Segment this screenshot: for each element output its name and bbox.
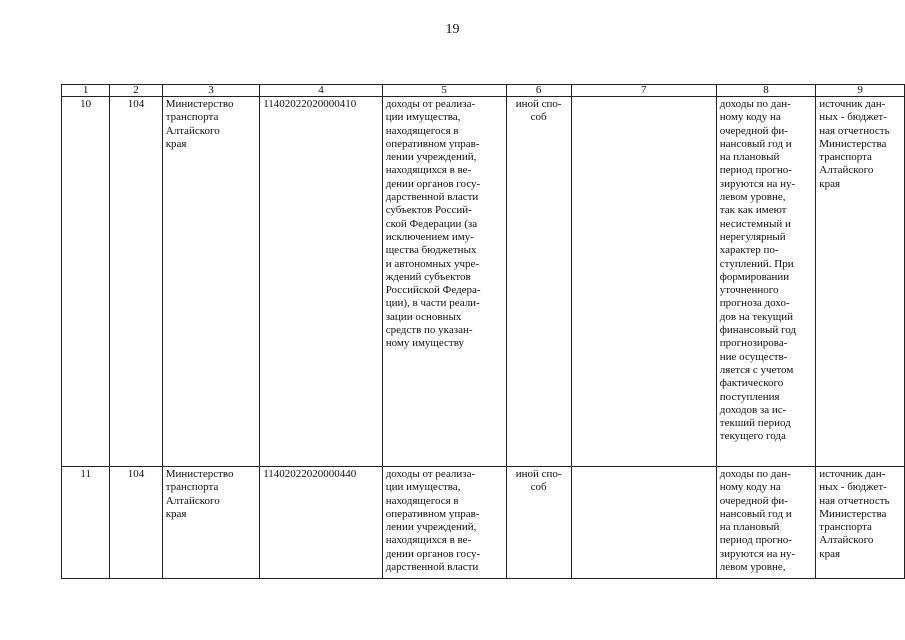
header-row: [62, 85, 905, 97]
administrator-name-text: Министерство транспорта Алтайского края: [165, 468, 234, 520]
row-number-cell: 11: [62, 467, 110, 579]
table-row: [62, 97, 905, 467]
header-cell-8: 8: [716, 85, 815, 97]
header-cell-5: 5: [382, 85, 506, 97]
method-cell: [506, 97, 571, 467]
forecast-text: доходы по дан- ному коду на очередной фи- нансовый год и на плановый период прогно- зируются на ну- левом уровне,: [719, 468, 796, 574]
header-cell-4: 4: [260, 85, 383, 97]
kbk-code-cell: 11402022020000410: [260, 97, 383, 467]
forecast-text: доходы по дан- ному коду на очередной фи- нансовый год и на плановый период прогно- зируются на ну- левом уровне, так как имеют несистемный и нерегулярный характер по- ступлений. При формировании уточненного прогноза дохо- дов на текущий финансовый год прогнозирова- ние осуществ- ляется с учетом фактического поступления доходов за ис- текший период текущего года: [719, 98, 797, 443]
source-text: источник дан- ных - бюджет- ная отчетность Министерства транспорта Алтайского края: [819, 468, 890, 560]
column-7-cell: [571, 467, 716, 579]
description-cell: [382, 467, 506, 579]
admin-code-cell: 104: [110, 467, 162, 579]
header-cell-7: 7: [571, 85, 716, 97]
header-cell-2: 2: [110, 85, 162, 97]
source-cell: [816, 467, 905, 579]
administrator-name-cell: [162, 467, 260, 579]
header-cell-6: 6: [506, 85, 571, 97]
forecast-cell: [716, 97, 815, 467]
method-text: иной спо- соб: [515, 98, 562, 124]
forecast-cell: [716, 467, 815, 579]
method-text: иной спо- соб: [515, 468, 562, 494]
kbk-code-cell: 11402022020000440: [260, 467, 383, 579]
header-cell-9: 9: [816, 85, 905, 97]
administrator-name-cell: [162, 97, 260, 467]
column-7-cell: [571, 97, 716, 467]
row-number-cell: 10: [62, 97, 110, 467]
header-cell-3: 3: [162, 85, 260, 97]
table-row: [62, 467, 905, 579]
header-cell-1: 1: [62, 85, 110, 97]
description-cell: [382, 97, 506, 467]
source-text: источник дан- ных - бюджет- ная отчетность Министерства транспорта Алтайского края: [819, 98, 890, 190]
method-cell: [506, 467, 571, 579]
source-cell: [816, 97, 905, 467]
admin-code-cell: 104: [110, 97, 162, 467]
page-number: 19: [445, 22, 460, 37]
administrator-name-text: Министерство транспорта Алтайского края: [165, 98, 234, 150]
revenue-table: [61, 84, 905, 579]
description-text: доходы от реализа- ции имущества, находящегося в оперативном управ- лении учреждений, находящихся в ве- дении органов госу- дарственной власти субъектов Россий- ской Федерации (за исключением иму- щества бюджетных и автономных учре- ждений субъектов Российской Федера- ции), в части реали- зации основных средств по указан- ному имуществу: [385, 98, 481, 350]
description-text: доходы от реализа- ции имущества, находящегося в оперативном управ- лении учреждений, находящихся в ве- дении органов госу- дарственной власти: [385, 468, 481, 574]
